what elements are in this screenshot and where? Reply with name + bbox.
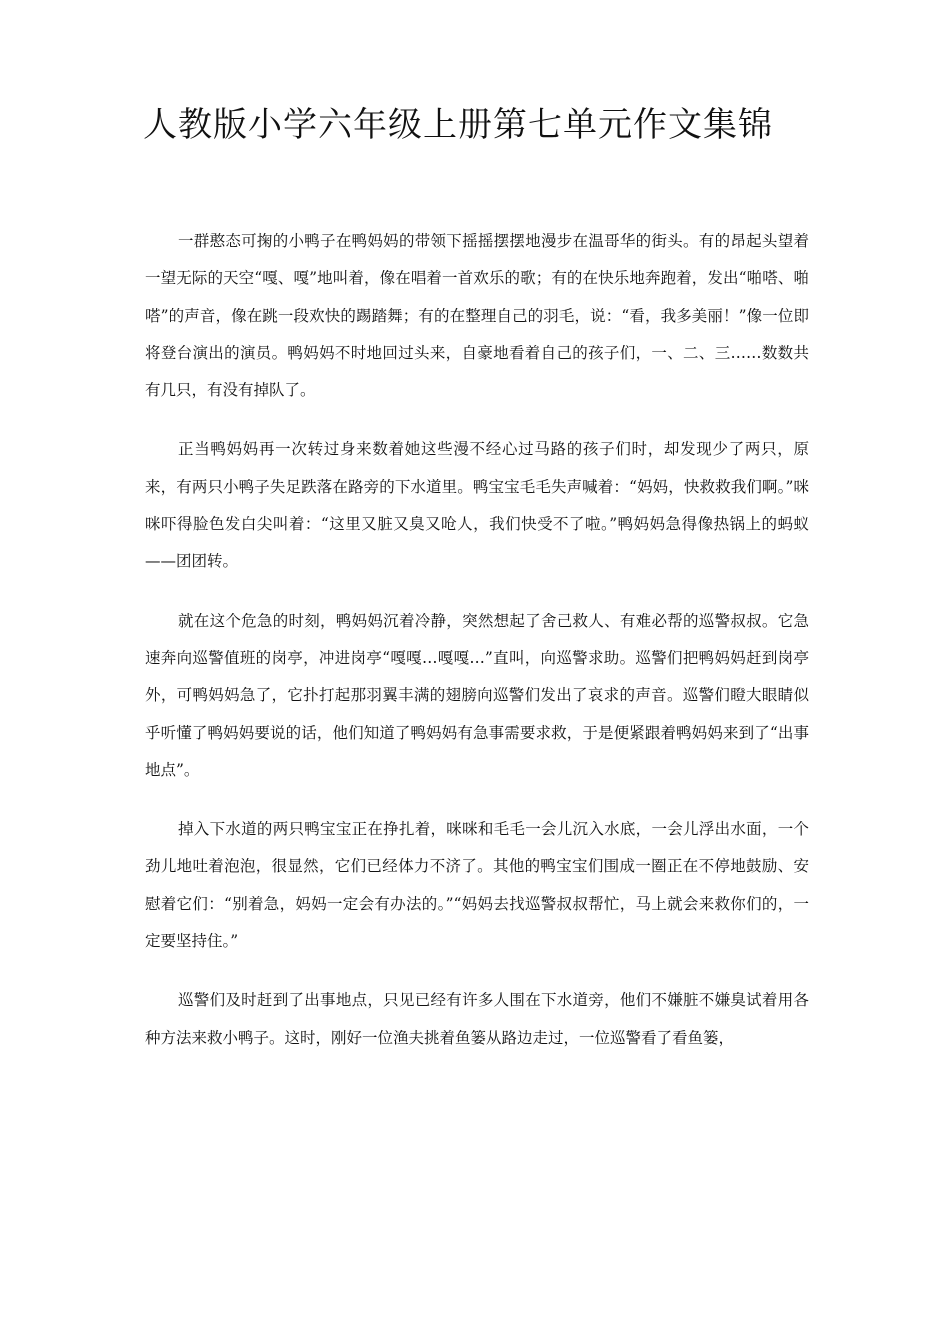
document-title: 人教版小学六年级上册第七单元作文集锦 xyxy=(143,105,773,145)
paragraph-5: 巡警们及时赶到了出事地点，只见已经有许多人围在下水道旁，他们不嫌脏不嫌臭试着用各种方法来救小鸭子。这时，刚好一位渔夫挑着鱼篓从路边走过，一位巡警看了看鱼篓， xyxy=(145,991,809,1047)
paragraph-1: 一群憨态可掬的小鸭子在鸭妈妈的带领下摇摇摆摆地漫步在温哥华的街头。有的昂起头望着一望无际的天空“嘎、嘎”地叫着，像在唱着一首欢乐的歌；有的在快乐地奔跑着，发出“啪嗒、啪嗒”的声音，像在跳一段欢快的踢踏舞；有的在整理自己的羽毛，说：“看，我多美丽！”像一位即将登台演出的演员。鸭妈妈不时地回过头来，自豪地看着自己的孩子们，一、二、三……数数共有几只，有没有掉队了。 xyxy=(145,232,809,400)
paragraph-4: 掉入下水道的两只鸭宝宝正在挣扎着，咪咪和毛毛一会儿沉入水底，一会儿浮出水面，一个劲儿地吐着泡泡，很显然，它们已经体力不济了。其他的鸭宝宝们围成一圈正在不停地鼓励、安慰着它们：“别着急，妈妈一定会有办法的。”“妈妈去找巡警叔叔帮忙，马上就会来救你们的，一定要坚持住。” xyxy=(145,820,809,951)
paragraph-3: 就在这个危急的时刻，鸭妈妈沉着冷静，突然想起了舍己救人、有难必帮的巡警叔叔。它急速奔向巡警值班的岗亭，冲进岗亭“嘎嘎…嘎嘎…”直叫，向巡警求助。巡警们把鸭妈妈赶到岗亭外，可鸭妈妈急了，它扑打起那羽翼丰满的翅膀向巡警们发出了哀求的声音。巡警们瞪大眼睛似乎听懂了鸭妈妈要说的话，他们知道了鸭妈妈有急事需要求救，于是便紧跟着鸭妈妈来到了“出事地点”。 xyxy=(145,611,809,779)
document-body xyxy=(145,223,809,1079)
paragraph-2: 正当鸭妈妈再一次转过身来数着她这些漫不经心过马路的孩子们时，却发现少了两只，原来，有两只小鸭子失足跌落在路旁的下水道里。鸭宝宝毛毛失声喊着：“妈妈，快救救我们啊。”咪咪吓得脸色发白尖叫着：“这里又脏又臭又呛人，我们快受不了啦。”鸭妈妈急得像热锅上的蚂蚁——团团转。 xyxy=(145,440,809,571)
